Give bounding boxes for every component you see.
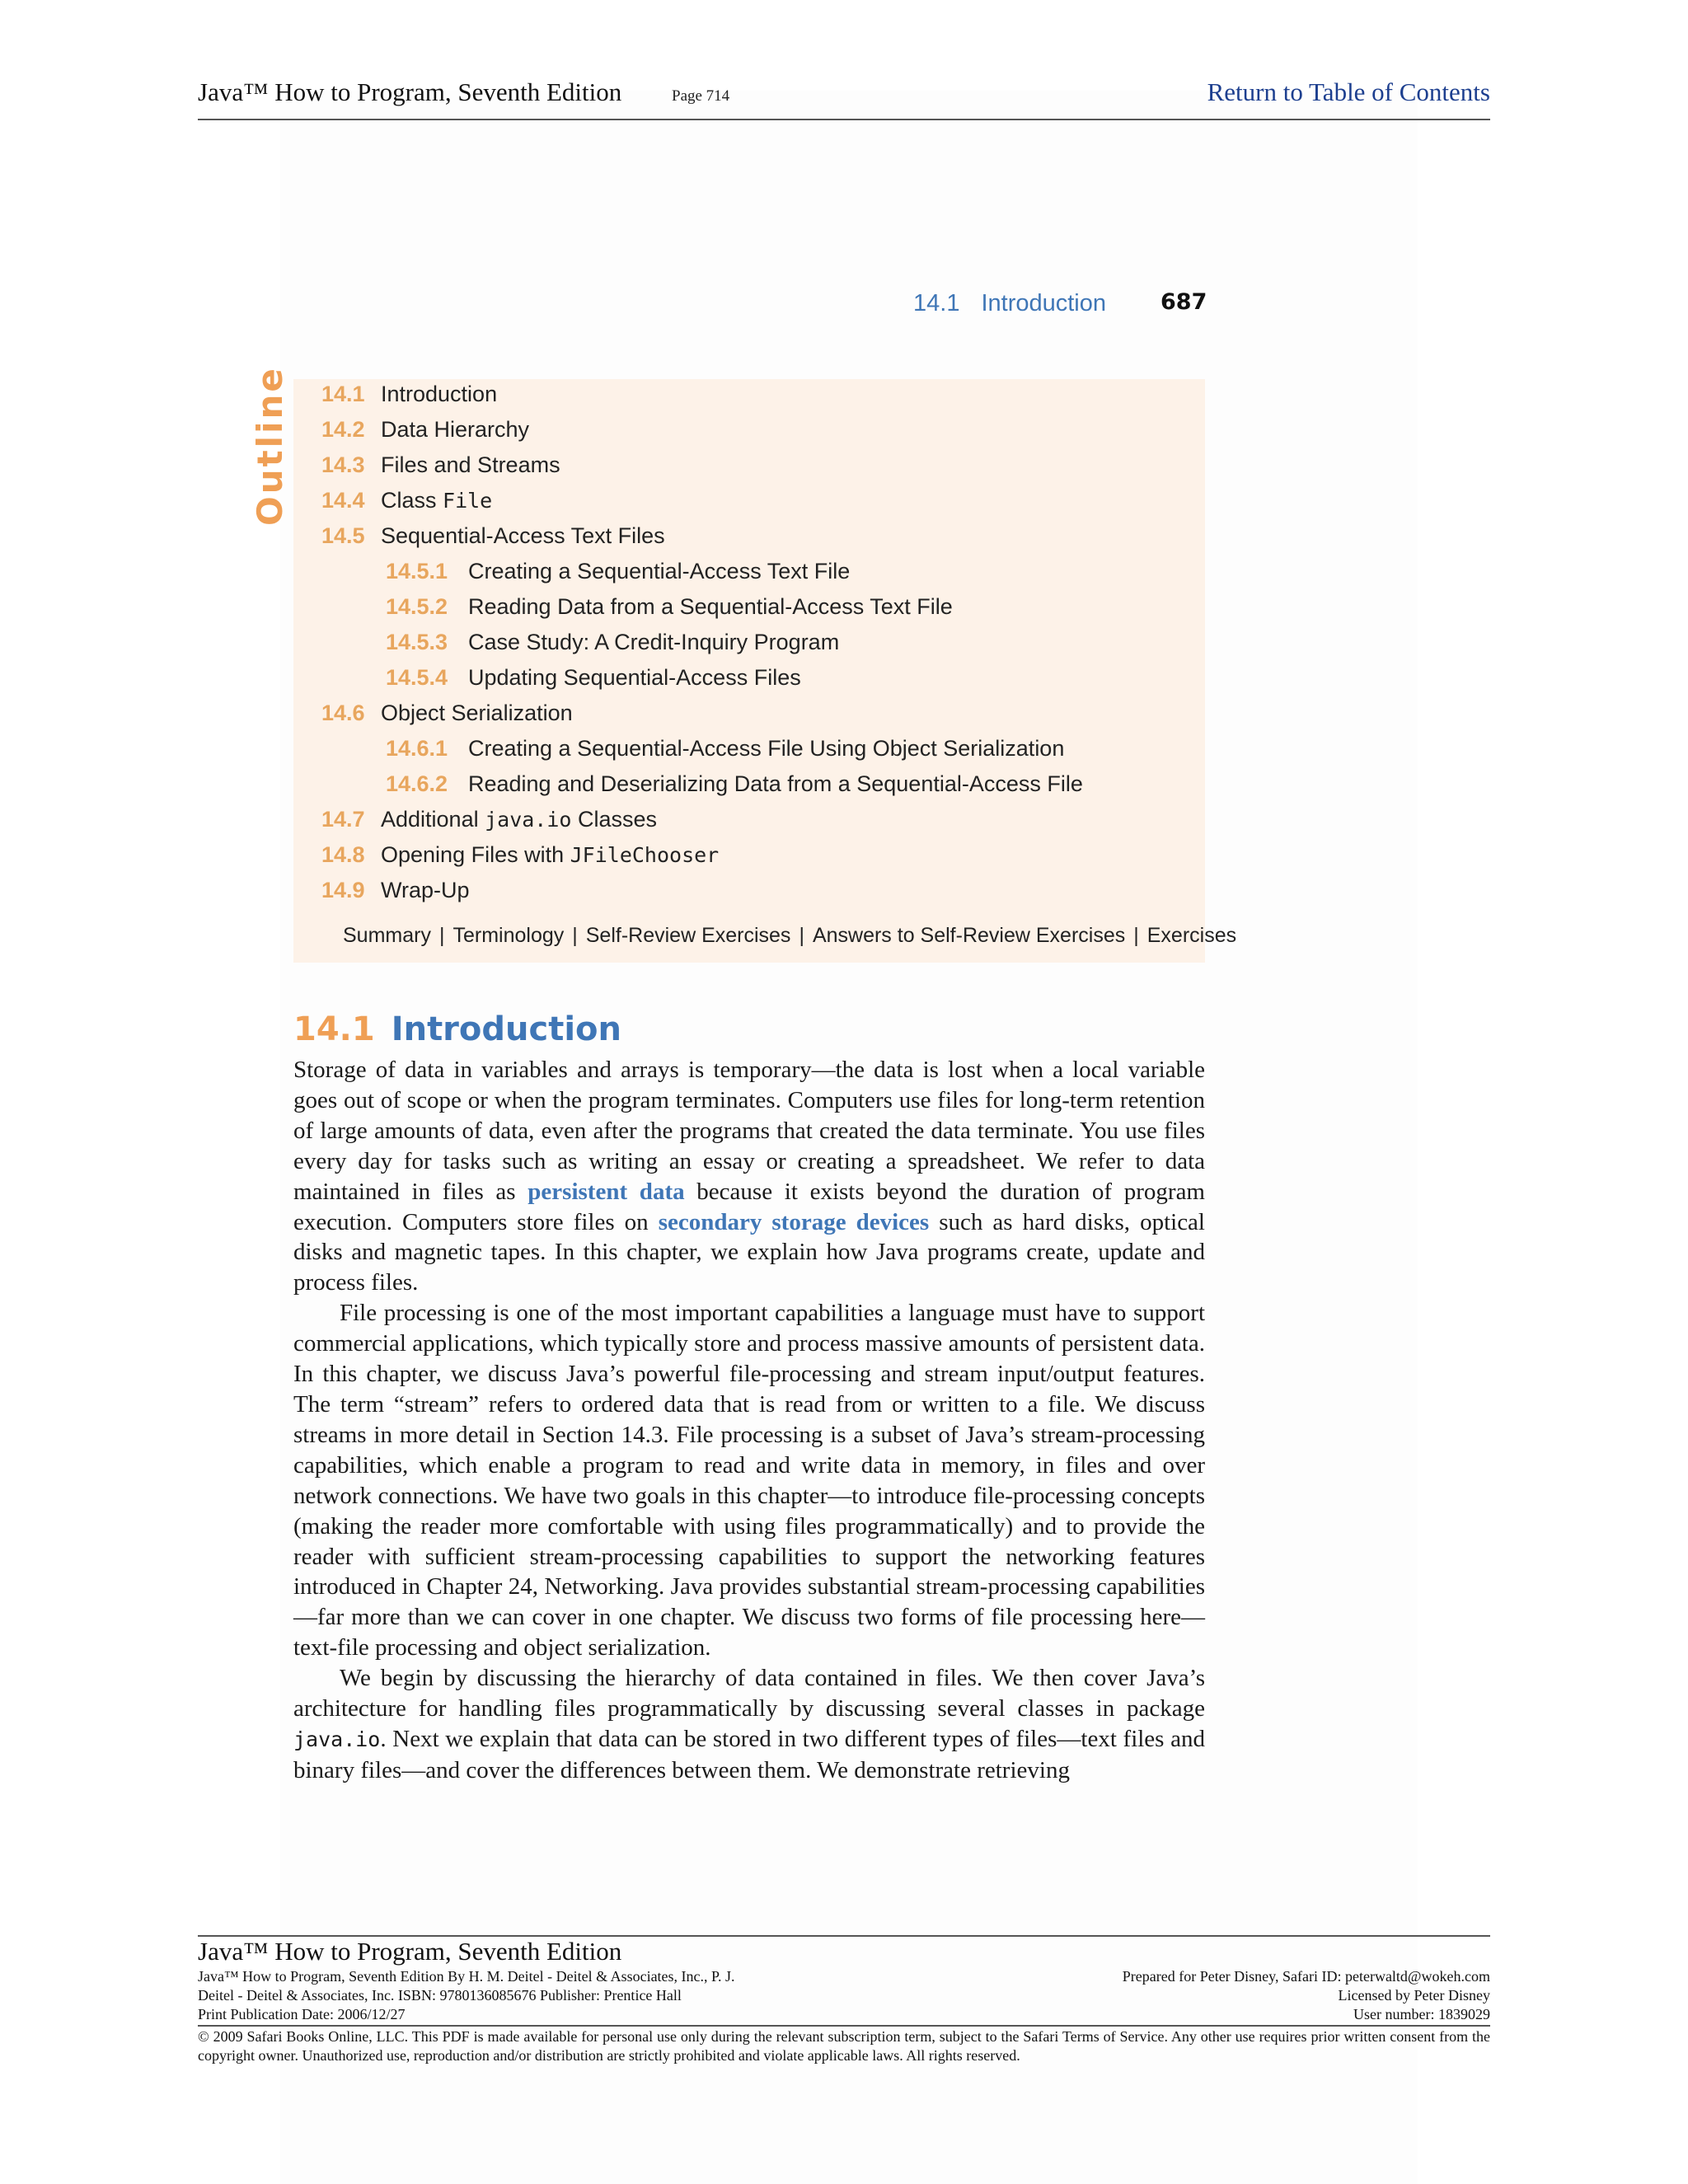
- outline-item-number: 14.6.1: [386, 736, 448, 761]
- outline-link-summary[interactable]: Summary: [343, 924, 431, 947]
- link-separator: |: [438, 924, 445, 947]
- paragraph: File processing is one of the most important capabilities a language must have to support commercial applications, which typically store and process massive amounts of persistent data. In this chapter, we discuss Java’s powerful file-processing and stream input/output features. The term “stream” refers to ordered data that is read from or written to a file. We discuss streams in more detail in Section 14.3. File processing is a subset of Java’s stream-processing capabilities, which enable a program to read and write data in memory, in files and over network connections. We have two goals in this chapter—to introduce file-processing concepts (making the reader more comfortable with using files programmatically) and to provide the reader with sufficient stream-processing capabilities to support the networking features introduced in Chapter 24, Networking. Java provides substantial stream-processing capabilities—far more than we can cover in one chapter. We discuss two forms of file processing here—text-file processing and object serialization.: [293, 1300, 1205, 1661]
- outline-item-text: Reading and Deserializing Data from a Sequential-Access File: [468, 771, 1083, 796]
- footer-right-line: Licensed by Peter Disney: [1338, 1987, 1490, 2004]
- running-head: [913, 290, 1106, 317]
- outline-item[interactable]: [321, 842, 719, 868]
- outline-link-self-review[interactable]: Self-Review Exercises: [585, 924, 791, 947]
- outline-item[interactable]: [321, 488, 492, 513]
- outline-item-number: 14.8: [321, 842, 365, 867]
- footer-title: Java™ How to Program, Seventh Edition: [198, 1937, 622, 1966]
- outline-item[interactable]: [321, 878, 470, 903]
- outline-item[interactable]: [386, 559, 850, 584]
- outline-item[interactable]: [321, 807, 657, 832]
- outline-item-number: 14.5.4: [386, 665, 448, 690]
- paragraph-text: . Next we explain that data can be stored in two different types of files—text files and binary files—and cover the differences between them. We demonstrate retrieving: [293, 1725, 1205, 1783]
- outline-item-number: 14.1: [321, 382, 365, 406]
- outline-item[interactable]: [321, 523, 665, 549]
- footer-left-line: Java™ How to Program, Seventh Edition By H. M. Deitel - Deitel & Associates, Inc., P. J.: [198, 1968, 735, 1985]
- paragraph-text: such as hard disks, optical disks and magnetic tapes. In this chapter, we explain how Java programs create, update and process files.: [293, 1208, 1205, 1296]
- outline-item-code: JFileChooser: [570, 843, 720, 867]
- footer-right-line: Prepared for Peter Disney, Safari ID: peterwaltd@wokeh.com: [1122, 1968, 1490, 1985]
- outline-item-number: 14.4: [321, 488, 365, 513]
- running-head-section-title: Introduction: [981, 290, 1106, 316]
- outline-item[interactable]: [386, 665, 801, 691]
- outline-end-links: [343, 924, 1236, 948]
- outline-item[interactable]: [321, 701, 573, 726]
- footer-left-line: Print Publication Date: 2006/12/27: [198, 2006, 406, 2022]
- link-separator: |: [572, 924, 578, 947]
- running-head-section-number: 14.1: [913, 290, 960, 316]
- outline-item-text: Additional: [381, 807, 485, 832]
- section-heading: [293, 1010, 621, 1048]
- outline-item-text: Case Study: A Credit-Inquiry Program: [468, 630, 840, 654]
- outline-item-number: 14.3: [321, 452, 365, 477]
- link-separator: |: [1133, 924, 1139, 947]
- outline-item-number: 14.7: [321, 807, 365, 832]
- paragraph-text: because it exists beyond the duration of program execution. Computers store files on: [293, 1178, 1205, 1235]
- outline-item-number: 14.5.3: [386, 630, 448, 654]
- outline-item-text: Data Hierarchy: [381, 417, 530, 442]
- link-separator: |: [799, 924, 804, 947]
- outline-item-text-after: Classes: [571, 807, 657, 832]
- outline-item-text: Reading Data from a Sequential-Access Text File: [468, 594, 953, 619]
- footer-left-line: Deitel - Deitel & Associates, Inc. ISBN: 9780136085676 Publisher: Prentice Hall: [198, 1987, 682, 2004]
- outline-item[interactable]: [386, 736, 1064, 762]
- section-title: Introduction: [391, 1010, 621, 1048]
- outline-item-text: Opening Files with: [381, 842, 570, 867]
- outline-item-number: 14.5.1: [386, 559, 448, 583]
- copyright-notice: © 2009 Safari Books Online, LLC. This PDF is made available for personal use only during the relevant subscription term, subject to the Safari Terms of Service. Any other use requires prior written consent from the copyright owner. Unauthorized use, reproduction and/or distribution are strictly prohibited and violate applicable laws. All rights reserved.: [198, 2028, 1490, 2064]
- outline-item[interactable]: [386, 630, 839, 655]
- outline-link-answers[interactable]: Answers to Self-Review Exercises: [812, 924, 1126, 947]
- page-number: 687: [1160, 289, 1207, 315]
- outline-item-text: Files and Streams: [381, 452, 560, 477]
- paragraph-text: Storage of data in variables and arrays is temporary—the data is lost when a local variable goes out of scope or when the program terminates. Computers use files for long-term retention of large amounts of data, even after the programs that created the data terminate. You use files every day for tasks such as writing an essay or creating a spreadsheet. We refer to data maintained in files as: [293, 1057, 1205, 1205]
- outline-item[interactable]: [321, 417, 529, 443]
- outline-item[interactable]: [386, 594, 953, 620]
- outline-item[interactable]: [386, 771, 1083, 797]
- section-number: 14.1: [293, 1010, 375, 1048]
- outline-item-text: Introduction: [381, 382, 498, 406]
- outline-item-text: Sequential-Access Text Files: [381, 523, 665, 548]
- outline-item-number: 14.9: [321, 878, 365, 902]
- header-book-title: Java™ How to Program, Seventh Edition: [198, 77, 622, 106]
- outline-item[interactable]: [321, 382, 497, 407]
- footer-right-line: User number: 1839029: [1353, 2006, 1490, 2022]
- outline-item[interactable]: [321, 452, 560, 478]
- section-body: [293, 1055, 1205, 1786]
- paragraph: [293, 1055, 1205, 1298]
- outline-item-number: 14.5: [321, 523, 365, 548]
- outline-item-code: File: [443, 489, 493, 513]
- term-secondary-storage: secondary storage devices: [658, 1208, 930, 1235]
- header-page-label: Page 714: [672, 87, 730, 105]
- outline-label: Outline: [250, 366, 290, 526]
- outline-item-text: Object Serialization: [381, 701, 573, 725]
- outline-item-text: Creating a Sequential-Access File Using Object Serialization: [468, 736, 1065, 761]
- outline-item-text: Creating a Sequential-Access Text File: [468, 559, 851, 583]
- paragraph: [293, 1663, 1205, 1786]
- footer-rule: [198, 2025, 1490, 2027]
- outline-item-number: 14.6: [321, 701, 365, 725]
- paragraph-text: We begin by discussing the hierarchy of data contained in files. We then cover Java’s architecture for handling files programmatically by discussing several classes in package: [293, 1665, 1205, 1722]
- outline-item-text: Updating Sequential-Access Files: [468, 665, 801, 690]
- outline-link-terminology[interactable]: Terminology: [452, 924, 565, 947]
- pdf-header: [198, 77, 1490, 120]
- term-persistent-data: persistent data: [528, 1178, 685, 1205]
- outline-item-code: java.io: [485, 808, 572, 832]
- outline-item-text: Wrap-Up: [381, 878, 470, 902]
- outline-item-text: Class: [381, 488, 443, 513]
- return-to-toc-link[interactable]: Return to Table of Contents: [1207, 77, 1490, 106]
- outline-item-number: 14.2: [321, 417, 365, 442]
- outline-item-number: 14.5.2: [386, 594, 448, 619]
- inline-code: java.io: [293, 1727, 381, 1751]
- outline-link-exercises[interactable]: Exercises: [1146, 924, 1237, 947]
- outline-item-number: 14.6.2: [386, 771, 448, 796]
